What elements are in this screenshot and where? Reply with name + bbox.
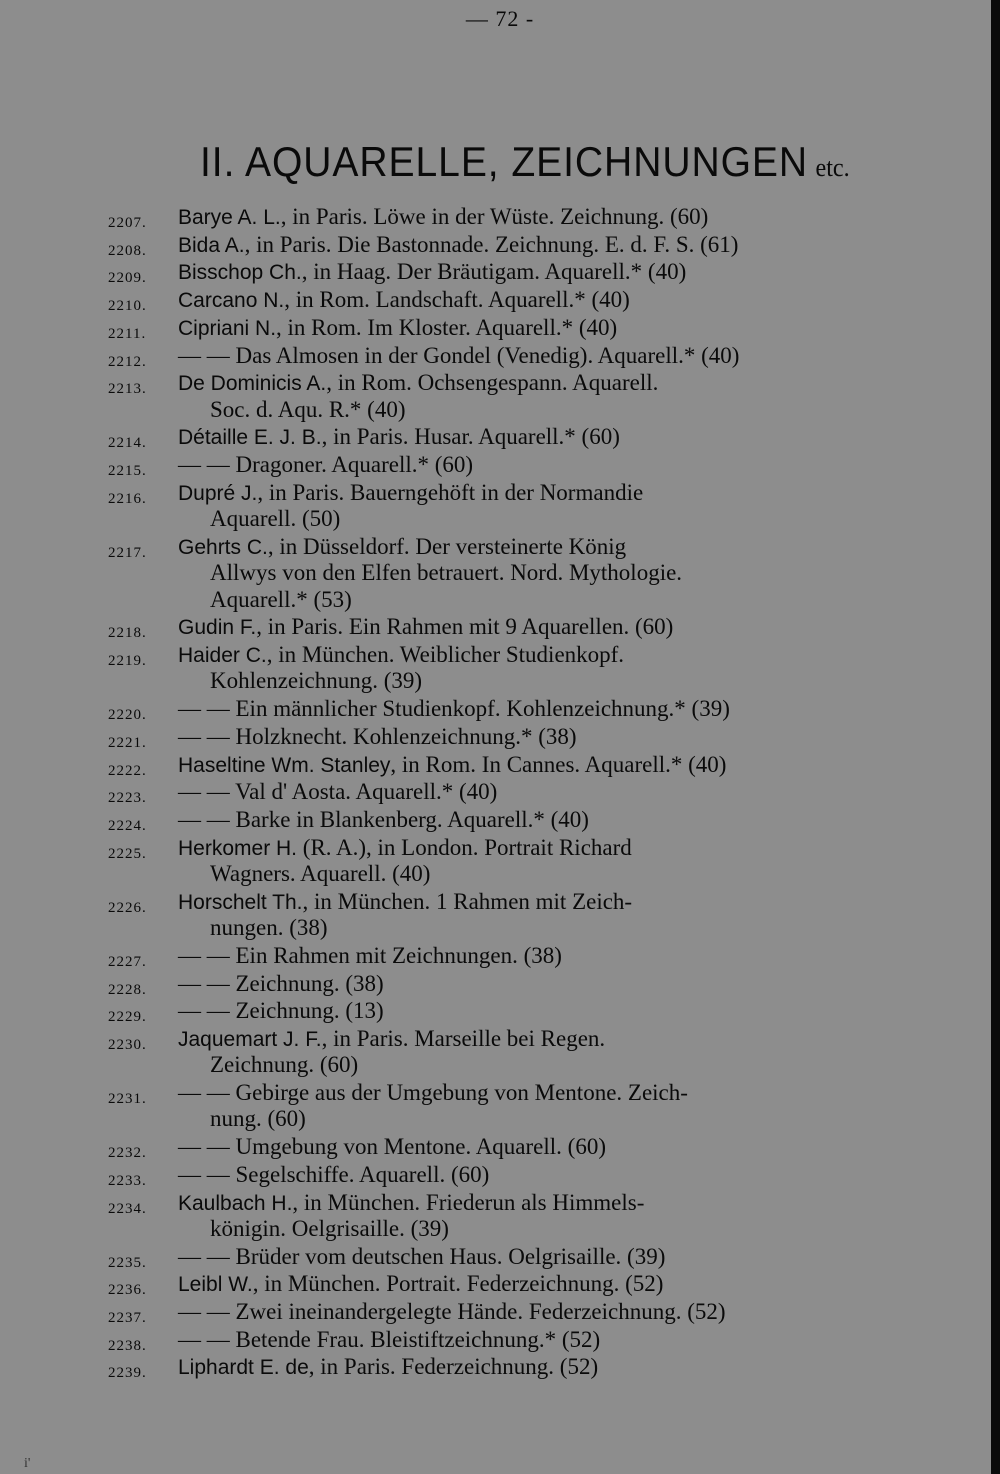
entry-number: 2229. [108,1009,147,1026]
entry-number: 2225. [108,845,147,862]
artist-name: Barye A. L. [178,206,281,229]
catalogue-entry [0,998,1000,1024]
artist-name: Haseltine Wm. Stanley [178,753,391,777]
entry-text: — — Barke in Blankenberg. Aquarell.* (40) [178,806,589,832]
entry-number: 2231. [108,1091,147,1107]
catalogue-entry [0,642,1000,695]
artist-name: Cipriani N. [178,316,277,340]
catalogue-entry [0,370,1000,423]
entry-text: Dupré J., in Paris. Bauerngehöft in der Normandie [178,479,644,505]
entry-number: 2233. [108,1172,147,1189]
entry-number: 2208. [108,242,147,259]
catalogue-entry [0,807,1000,833]
entry-text: Horschelt Th., in München. 1 Rahmen mit Zeich- [178,888,633,914]
entry-number: 2223. [108,790,147,807]
entry-number: 2222. [108,762,147,779]
entry-text: Haider C., in München. Weiblicher Studienkopf. [178,642,625,667]
entry-text: Cipriani N., in Rom. Im Kloster. Aquarell.* (40) [178,314,618,340]
entry-text: — — Zeichnung. (38) [178,970,384,996]
artist-name: Jaquemart J. F. [178,1027,322,1051]
entry-number: 2235. [108,1254,147,1271]
entry-number: 2224. [108,817,147,834]
entry-text: — — Zeichnung. (13) [178,998,384,1024]
entry-text: Leibl W., in München. Portrait. Federzeichnung. (52) [178,1271,664,1297]
entry-number: 2218. [108,625,147,642]
entry-number: 2220. [108,707,147,724]
entry-number: 2207. [108,215,147,231]
entry-number: 2211. [108,325,147,342]
entry-continuation: nungen. (38) [210,915,328,941]
entry-text: Gehrts C., in Düsseldorf. Der versteinerte König [178,533,627,559]
entry-number: 2214. [108,435,147,452]
entry-text: — — Holzknecht. Kohlenzeichnung.* (38) [178,723,577,749]
artist-name: Gudin F. [178,616,257,640]
catalogue-entry [0,204,1000,230]
entry-text: — — Ein männlicher Studienkopf. Kohlenzeichnung.* (39) [178,696,730,722]
catalogue-entry [0,1162,1000,1188]
catalogue-entry [0,1026,1000,1079]
entry-continuation: Allwys von den Elfen betrauert. Nord. Mythologie. [210,560,683,586]
entry-text: De Dominicis A., in Rom. Ochsengespann. Aquarell. [178,370,659,396]
entry-number: 2230. [108,1036,147,1053]
catalogue-entry [0,1354,1000,1380]
entry-text: Haseltine Wm. Stanley, in Rom. In Cannes. Aquarell.* (40) [178,751,727,777]
catalogue-entry [0,943,1000,969]
entry-text: Herkomer H. (R. A.), in London. Portrait Richard [178,834,632,860]
catalogue-entry [0,779,1000,805]
artist-name: Horschelt Th. [178,890,303,914]
entry-continuation: königin. Oelgrisaille. (39) [210,1215,449,1241]
entry-number: 2217. [108,544,147,561]
entry-continuation: nung. (60) [210,1106,306,1132]
catalogue-entry [0,1327,1000,1353]
entry-continuation: Wagners. Aquarell. (40) [210,860,431,886]
entry-number: 2213. [108,381,147,398]
catalogue-entry [0,343,1000,369]
entry-text: — — Zwei ineinandergelegte Hände. Federzeichnung. (52) [178,1299,726,1324]
catalogue-entry [0,287,1000,313]
entry-number: 2221. [108,734,147,751]
artist-name: Haider C. [178,644,267,667]
artist-name: Gehrts C. [178,535,268,559]
entry-text: — — Gebirge aus der Umgebung von Mentone. Zeich- [178,1080,688,1105]
artist-name: Dupré J. [178,481,258,505]
entry-text: Gudin F., in Paris. Ein Rahmen mit 9 Aquarellen. (60) [178,614,674,640]
artist-name: Kaulbach H. [178,1191,293,1215]
catalogue-entry [0,752,1000,778]
entry-number: 2212. [108,353,147,370]
entry-text: Liphardt E. de, in Paris. Federzeichnung. (52) [178,1354,599,1380]
catalogue-entry [0,1299,1000,1325]
entry-number: 2237. [108,1310,147,1326]
entry-continuation: Aquarell. (50) [210,506,341,532]
entry-text: Bida A., in Paris. Die Bastonnade. Zeichnung. E. d. F. S. (61) [178,231,739,257]
entry-text: — — Segelschiffe. Aquarell. (60) [178,1161,490,1187]
catalogue-entry [0,315,1000,341]
catalogue-entry [0,232,1000,258]
entry-text: Jaquemart J. F., in Paris. Marseille bei Regen. [178,1025,606,1051]
artist-name: De Dominicis A. [178,372,327,396]
artist-name: Bida A. [178,233,245,257]
entry-number: 2227. [108,953,147,970]
entry-number: 2210. [108,298,147,315]
entry-number: 2215. [108,463,147,479]
entry-text: Carcano N., in Rom. Landschaft. Aquarell.* (40) [178,287,630,313]
entry-number: 2239. [108,1365,147,1382]
entry-number: 2236. [108,1282,147,1299]
catalogue-entry [0,1080,1000,1133]
catalogue-entry [0,452,1000,478]
entry-continuation: Kohlenzeichnung. (39) [210,668,423,694]
entry-number: 2232. [108,1145,147,1162]
catalogue-entry [0,534,1000,613]
footer-mark: i' [24,1456,31,1471]
entry-number: 2234. [108,1200,147,1217]
entry-text: — — Dragoner. Aquarell.* (60) [178,452,474,477]
catalogue-entry [0,1134,1000,1160]
catalogue-entry [0,1271,1000,1297]
artist-name: Herkomer H. [178,836,298,860]
catalogue-entry [0,614,1000,640]
entry-text: — — Umgebung von Mentone. Aquarell. (60) [178,1134,606,1160]
entry-number: 2238. [108,1337,147,1354]
catalogue-entry [0,696,1000,722]
entry-continuation: Soc. d. Aqu. R.* (40) [210,396,406,422]
catalogue-entry [0,971,1000,997]
entry-text: — — Das Almosen in der Gondel (Venedig). Aquarell.* (40) [178,342,740,368]
entry-continuation: Aquarell.* (53) [210,586,352,612]
entry-text: Kaulbach H., in München. Friederun als Himmels- [178,1189,645,1215]
catalogue-entry [0,1244,1000,1270]
entry-number: 2209. [108,270,147,287]
catalogue-entry [0,480,1000,533]
entry-text: — — Brüder vom deutschen Haus. Oelgrisaille. (39) [178,1243,666,1269]
section-title-suffix: etc. [815,153,850,182]
entry-text: Détaille E. J. B., in Paris. Husar. Aquarell.* (60) [178,424,620,450]
entry-text: Barye A. L., in Paris. Löwe in der Wüste. Zeichnung. (60) [178,204,709,229]
entry-number: 2219. [108,653,147,669]
artist-name: Leibl W. [178,1273,253,1297]
section-title [200,138,850,186]
catalogue-entry [0,1190,1000,1243]
artist-name: Liphardt E. de [178,1356,309,1380]
catalogue-entry [0,724,1000,750]
entry-text: — — Ein Rahmen mit Zeichnungen. (38) [178,942,562,968]
page-number: — 72 - [465,6,535,31]
entry-continuation: Zeichnung. (60) [210,1052,359,1078]
entry-number: 2226. [108,899,147,916]
catalogue-entry [0,889,1000,942]
artist-name: Bisschop Ch. [178,261,302,285]
entry-number: 2228. [108,981,147,998]
catalogue-entry [0,835,1000,888]
catalogue-entry [0,259,1000,285]
entry-text: — — Val d' Aosta. Aquarell.* (40) [178,779,498,805]
catalogue-entry [0,424,1000,450]
artist-name: Détaille E. J. B. [178,426,322,450]
entry-text: — — Betende Frau. Bleistiftzeichnung.* (52) [178,1326,601,1352]
artist-name: Carcano N. [178,289,285,313]
entry-number: 2216. [108,490,147,507]
section-title-text: II. AQUARELLE, ZEICHNUNGEN [200,138,809,185]
entry-text: Bisschop Ch., in Haag. Der Bräutigam. Aquarell.* (40) [178,259,687,285]
